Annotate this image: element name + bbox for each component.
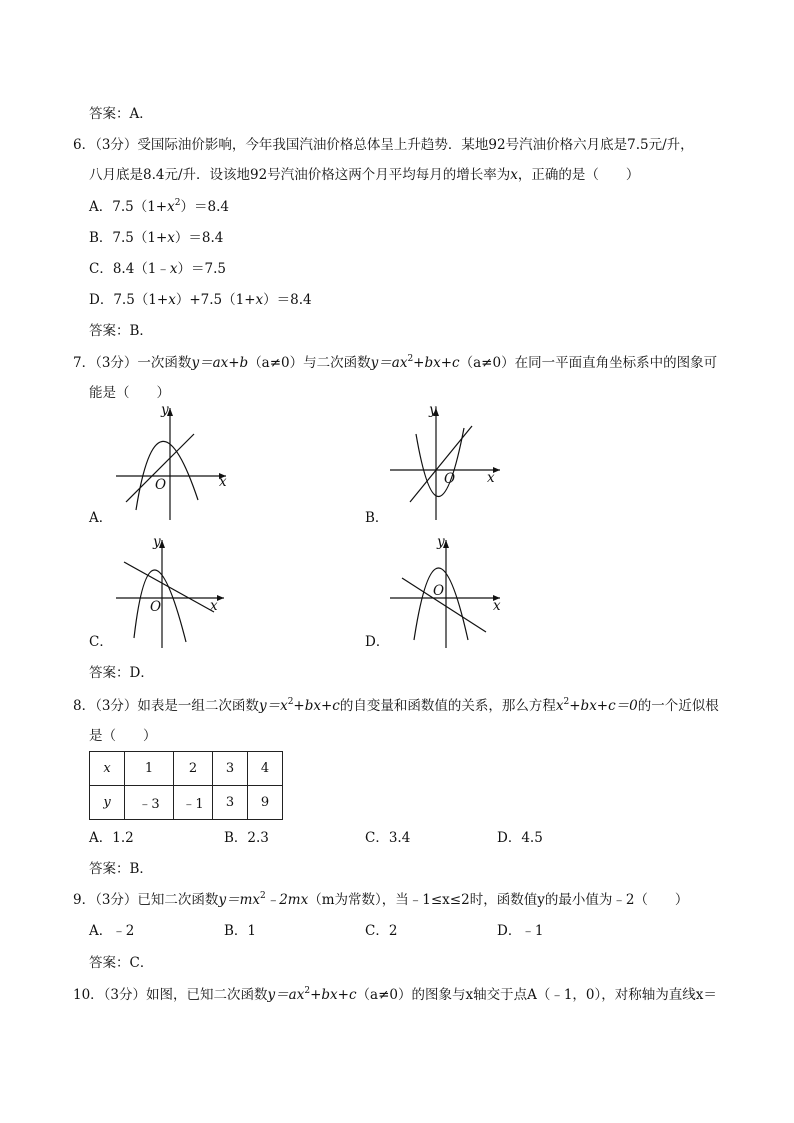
q8-table-y-header <box>90 786 125 820</box>
q8-table-x-header <box>90 752 125 786</box>
q10-stem-p1: 10．（3分）如图，已知二次函数 <box>73 987 268 1003</box>
q6-option-a-x: x <box>167 199 175 215</box>
q7-graph-b-origin <box>444 469 455 489</box>
q7-graph-d-y-label <box>437 532 445 552</box>
q7-graph-c-x-label <box>210 596 218 616</box>
q8-stem-p1: 8．（3分）如表是一组二次函数 <box>73 698 259 714</box>
q6-option-b-x: x <box>167 230 175 246</box>
q7-stem-line1 <box>73 353 717 373</box>
q7-cond2: （a≠0）在同一平面直角坐标系中的图象可 <box>459 355 718 371</box>
q10-stem-p2: （a≠0）的图象与x轴交于点A（﹣1，0），对称轴为直线x＝ <box>356 987 717 1003</box>
q7-graph-c-y-text: y <box>153 534 161 550</box>
q7-graph-b-y-text: y <box>429 402 437 418</box>
q8-stem-line1 <box>73 696 719 716</box>
q9-func-sup: 2 <box>259 891 266 901</box>
q7-graph-b-x-text: x <box>487 470 495 486</box>
q7-stem-p1: 7．（3分）一次函数 <box>73 355 192 371</box>
q6-option-b-pre: B．7.5（1+ <box>89 230 168 246</box>
q10-func-b: +bx+c <box>310 987 357 1003</box>
q6-option-d-pre: D．7.5（1+ <box>89 292 169 308</box>
q8-func-b: +bx+c <box>293 698 340 714</box>
q8-answer: 答案：B． <box>89 861 153 877</box>
q8-table-y-cell: 3 <box>213 786 248 820</box>
q9-func-b: ﹣2mx <box>265 892 309 908</box>
q6-option-b[interactable] <box>89 228 223 248</box>
q9-option-a[interactable]: A．﹣2 <box>89 923 135 939</box>
q9-option-b[interactable]: B．1 <box>224 923 257 939</box>
q6-var-x: x <box>510 167 518 183</box>
q7-quadratic-a: y＝ax <box>370 355 408 371</box>
q9-stem-p1: 9．（3分）已知二次函数 <box>73 892 219 908</box>
q7-graph-b-line <box>410 426 472 502</box>
q9-stem-p2: （m为常数），当﹣1≤x≤2时，函数值y的最小值为﹣2（ ） <box>308 892 689 908</box>
q7-linear-function: y＝ax+b <box>191 355 249 371</box>
q7-graph-d-svg <box>386 536 516 654</box>
q8-eq-sup: 2 <box>563 697 570 707</box>
q7-option-d-label[interactable]: D． <box>365 634 390 650</box>
q8-table-x-cell: 4 <box>248 752 283 786</box>
q7-quadratic-sup: 2 <box>407 354 414 364</box>
q8-eq-b: +bx+c＝0 <box>569 698 638 714</box>
q7-option-c-label[interactable]: C． <box>89 634 113 650</box>
q7-graph-a-y-text: y <box>161 402 169 418</box>
q8-table-x-header-text: x <box>103 761 111 776</box>
q8-option-a[interactable]: A．1.2 <box>89 830 134 846</box>
q8-table-y-header-text: y <box>103 795 111 810</box>
q7-graph-a-x-text: x <box>219 474 227 490</box>
q7-graph-b-y-label <box>429 400 437 420</box>
q8-option-d[interactable]: D．4.5 <box>497 830 543 846</box>
q7-graph-a-x-label <box>219 472 227 492</box>
q9-option-c[interactable]: C．2 <box>365 923 398 939</box>
q7-graph-c-x-arrow <box>217 595 224 601</box>
q8-value-table <box>89 751 283 820</box>
q6-option-d[interactable] <box>89 290 312 310</box>
q10-stem <box>73 985 717 1005</box>
q7-graph-c-y-label <box>153 532 161 552</box>
q7-graph-b-origin-text: O <box>444 471 456 487</box>
q8-table-y-cell: ﹣3 <box>125 786 174 820</box>
q7-graph-c-line <box>124 562 214 612</box>
q7-graph-a-svg <box>112 406 242 524</box>
q6-option-a-sup: 2 <box>174 198 181 208</box>
q6-option-d-x1: x <box>168 292 176 308</box>
table-row <box>90 752 283 786</box>
q6-stem-line2 <box>89 165 639 185</box>
q7-graph-b-x-label <box>487 468 495 488</box>
q7-graph-c-origin <box>150 597 161 617</box>
q6-option-a-pre: A．7.5（1+ <box>89 199 168 215</box>
q7-graph-c-x-text: x <box>210 598 218 614</box>
q9-option-d[interactable]: D．﹣1 <box>497 923 544 939</box>
table-row <box>90 786 283 820</box>
q7-graph-d-origin <box>433 581 444 601</box>
q7-graph-c-origin-text: O <box>150 599 162 615</box>
q7-answer: 答案：D． <box>89 665 154 681</box>
q6-option-c-x: x <box>169 261 178 277</box>
q7-graph-d-x-text: x <box>493 598 501 614</box>
q6-option-a[interactable] <box>89 197 229 217</box>
q7-graph-d-parabola <box>414 568 468 640</box>
q7-graph-d[interactable] <box>386 536 516 654</box>
q6-option-c-post: ）＝7.5 <box>177 261 226 277</box>
q7-option-b-label[interactable]: B． <box>365 510 389 526</box>
q8-stem-p3: 的一个近似根 <box>637 698 719 714</box>
q7-graph-d-origin-text: O <box>433 583 445 599</box>
q7-graph-d-x-label <box>493 596 501 616</box>
q7-graph-c-svg <box>112 536 242 654</box>
q8-stem-p2: 的自变量和函数值的关系，那么方程 <box>339 698 556 714</box>
q7-graph-b[interactable] <box>386 402 516 524</box>
q9-func-a: y＝mx <box>218 892 260 908</box>
q8-table-x-cell: 3 <box>213 752 248 786</box>
q8-eq-a: x <box>555 698 564 714</box>
q5-answer: 答案：A． <box>89 106 153 122</box>
q8-table-y-cell: 9 <box>248 786 283 820</box>
q7-option-a-label[interactable]: A． <box>89 510 113 526</box>
q8-table-x-cell: 1 <box>125 752 174 786</box>
q7-graph-a[interactable] <box>112 402 242 524</box>
q9-stem <box>73 890 688 910</box>
q7-graph-a-y-label <box>161 400 169 420</box>
q7-graph-a-origin <box>155 475 166 495</box>
q7-graph-d-y-text: y <box>437 534 445 550</box>
q7-cond1: （a≠0）与二次函数 <box>248 355 371 371</box>
q6-option-c[interactable] <box>89 259 226 279</box>
q8-table-y-cell: ﹣1 <box>174 786 213 820</box>
q9-answer: 答案：C． <box>89 955 154 971</box>
q6-option-d-mid: ）+7.5（1+ <box>175 292 256 308</box>
q6-option-c-pre: C．8.4（1﹣ <box>89 261 170 277</box>
q7-graph-c[interactable] <box>112 536 242 654</box>
q6-stem-line2a: 八月底是8.4元/升．设该地92号汽油价格这两个月平均每月的增长率为 <box>89 167 511 183</box>
q7-quadratic-b: +bx+c <box>413 355 460 371</box>
q8-func-sup: 2 <box>287 697 294 707</box>
q6-option-d-post: ）＝8.4 <box>263 292 312 308</box>
q8-stem-line2: 是（ ） <box>89 728 157 744</box>
q6-answer: 答案：B． <box>89 323 153 339</box>
q6-stem-line1: 6．（3分）受国际油价影响，今年我国汽油价格总体呈上升趋势．某地92号汽油价格六月底是7.5元/升， <box>73 137 694 153</box>
q7-graph-b-svg <box>386 406 516 524</box>
q6-option-b-post: ）＝8.4 <box>174 230 224 246</box>
q8-table-x-cell: 2 <box>174 752 213 786</box>
q6-option-a-post: ）＝8.4 <box>180 199 229 215</box>
q10-func-a: y＝ax <box>267 987 305 1003</box>
q8-option-b[interactable]: B．2.3 <box>224 830 269 846</box>
q7-graph-a-origin-text: O <box>155 477 167 493</box>
q10-func-sup: 2 <box>304 986 311 996</box>
q6-stem-line2b: ，正确的是（ ） <box>517 167 640 183</box>
q8-option-c[interactable]: C．3.4 <box>365 830 411 846</box>
q8-func-a: y＝x <box>258 698 288 714</box>
q7-stem-line2: 能是（ ） <box>89 385 170 401</box>
q6-option-d-x2: x <box>255 292 264 308</box>
